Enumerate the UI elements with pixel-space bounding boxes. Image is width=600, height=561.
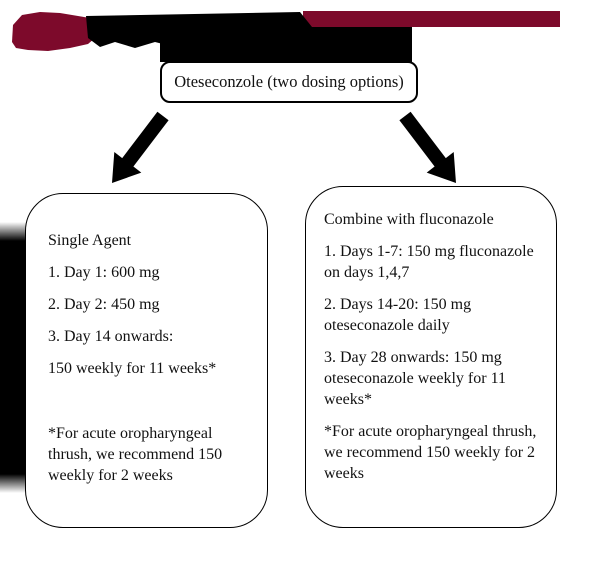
- dosing-step: 1. Day 1: 600 mg: [48, 264, 160, 281]
- footnote: *For acute oropharyngeal thrush, we recommend 150 weekly for 2 weeks: [324, 423, 537, 482]
- down-right-arrow-icon: [399, 112, 456, 183]
- root-node-label: Oteseconzole (two dosing options): [174, 72, 404, 91]
- brand-logo-blob: [12, 12, 99, 51]
- node-title: Single Agent: [48, 232, 132, 249]
- node-title: Combine with fluconazole: [324, 211, 494, 228]
- dosing-step: 3. Day 28 onwards: 150 mg oteseconazole weekly for 11 weeks*: [324, 349, 506, 408]
- dosing-step: 2. Day 2: 450 mg: [48, 296, 160, 313]
- root-node: [160, 61, 418, 103]
- footnote: *For acute oropharyngeal thrush, we recommend 150 weekly for 2 weeks: [48, 425, 223, 484]
- dosing-step: 150 weekly for 11 weeks*: [48, 360, 217, 377]
- dosing-step: 1. Days 1-7: 150 mg fluconazole on days 1,4,7: [324, 243, 534, 281]
- combine-fluconazole-node: [305, 186, 557, 528]
- single-agent-node: [25, 193, 268, 528]
- masthead-title-band: [86, 12, 324, 48]
- dosing-step: 3. Day 14 onwards:: [48, 328, 174, 345]
- dosing-step: 2. Days 14-20: 150 mg oteseconazole daily: [324, 296, 472, 334]
- masthead-maroon-bar: [303, 11, 560, 27]
- down-left-arrow-icon: [112, 112, 169, 183]
